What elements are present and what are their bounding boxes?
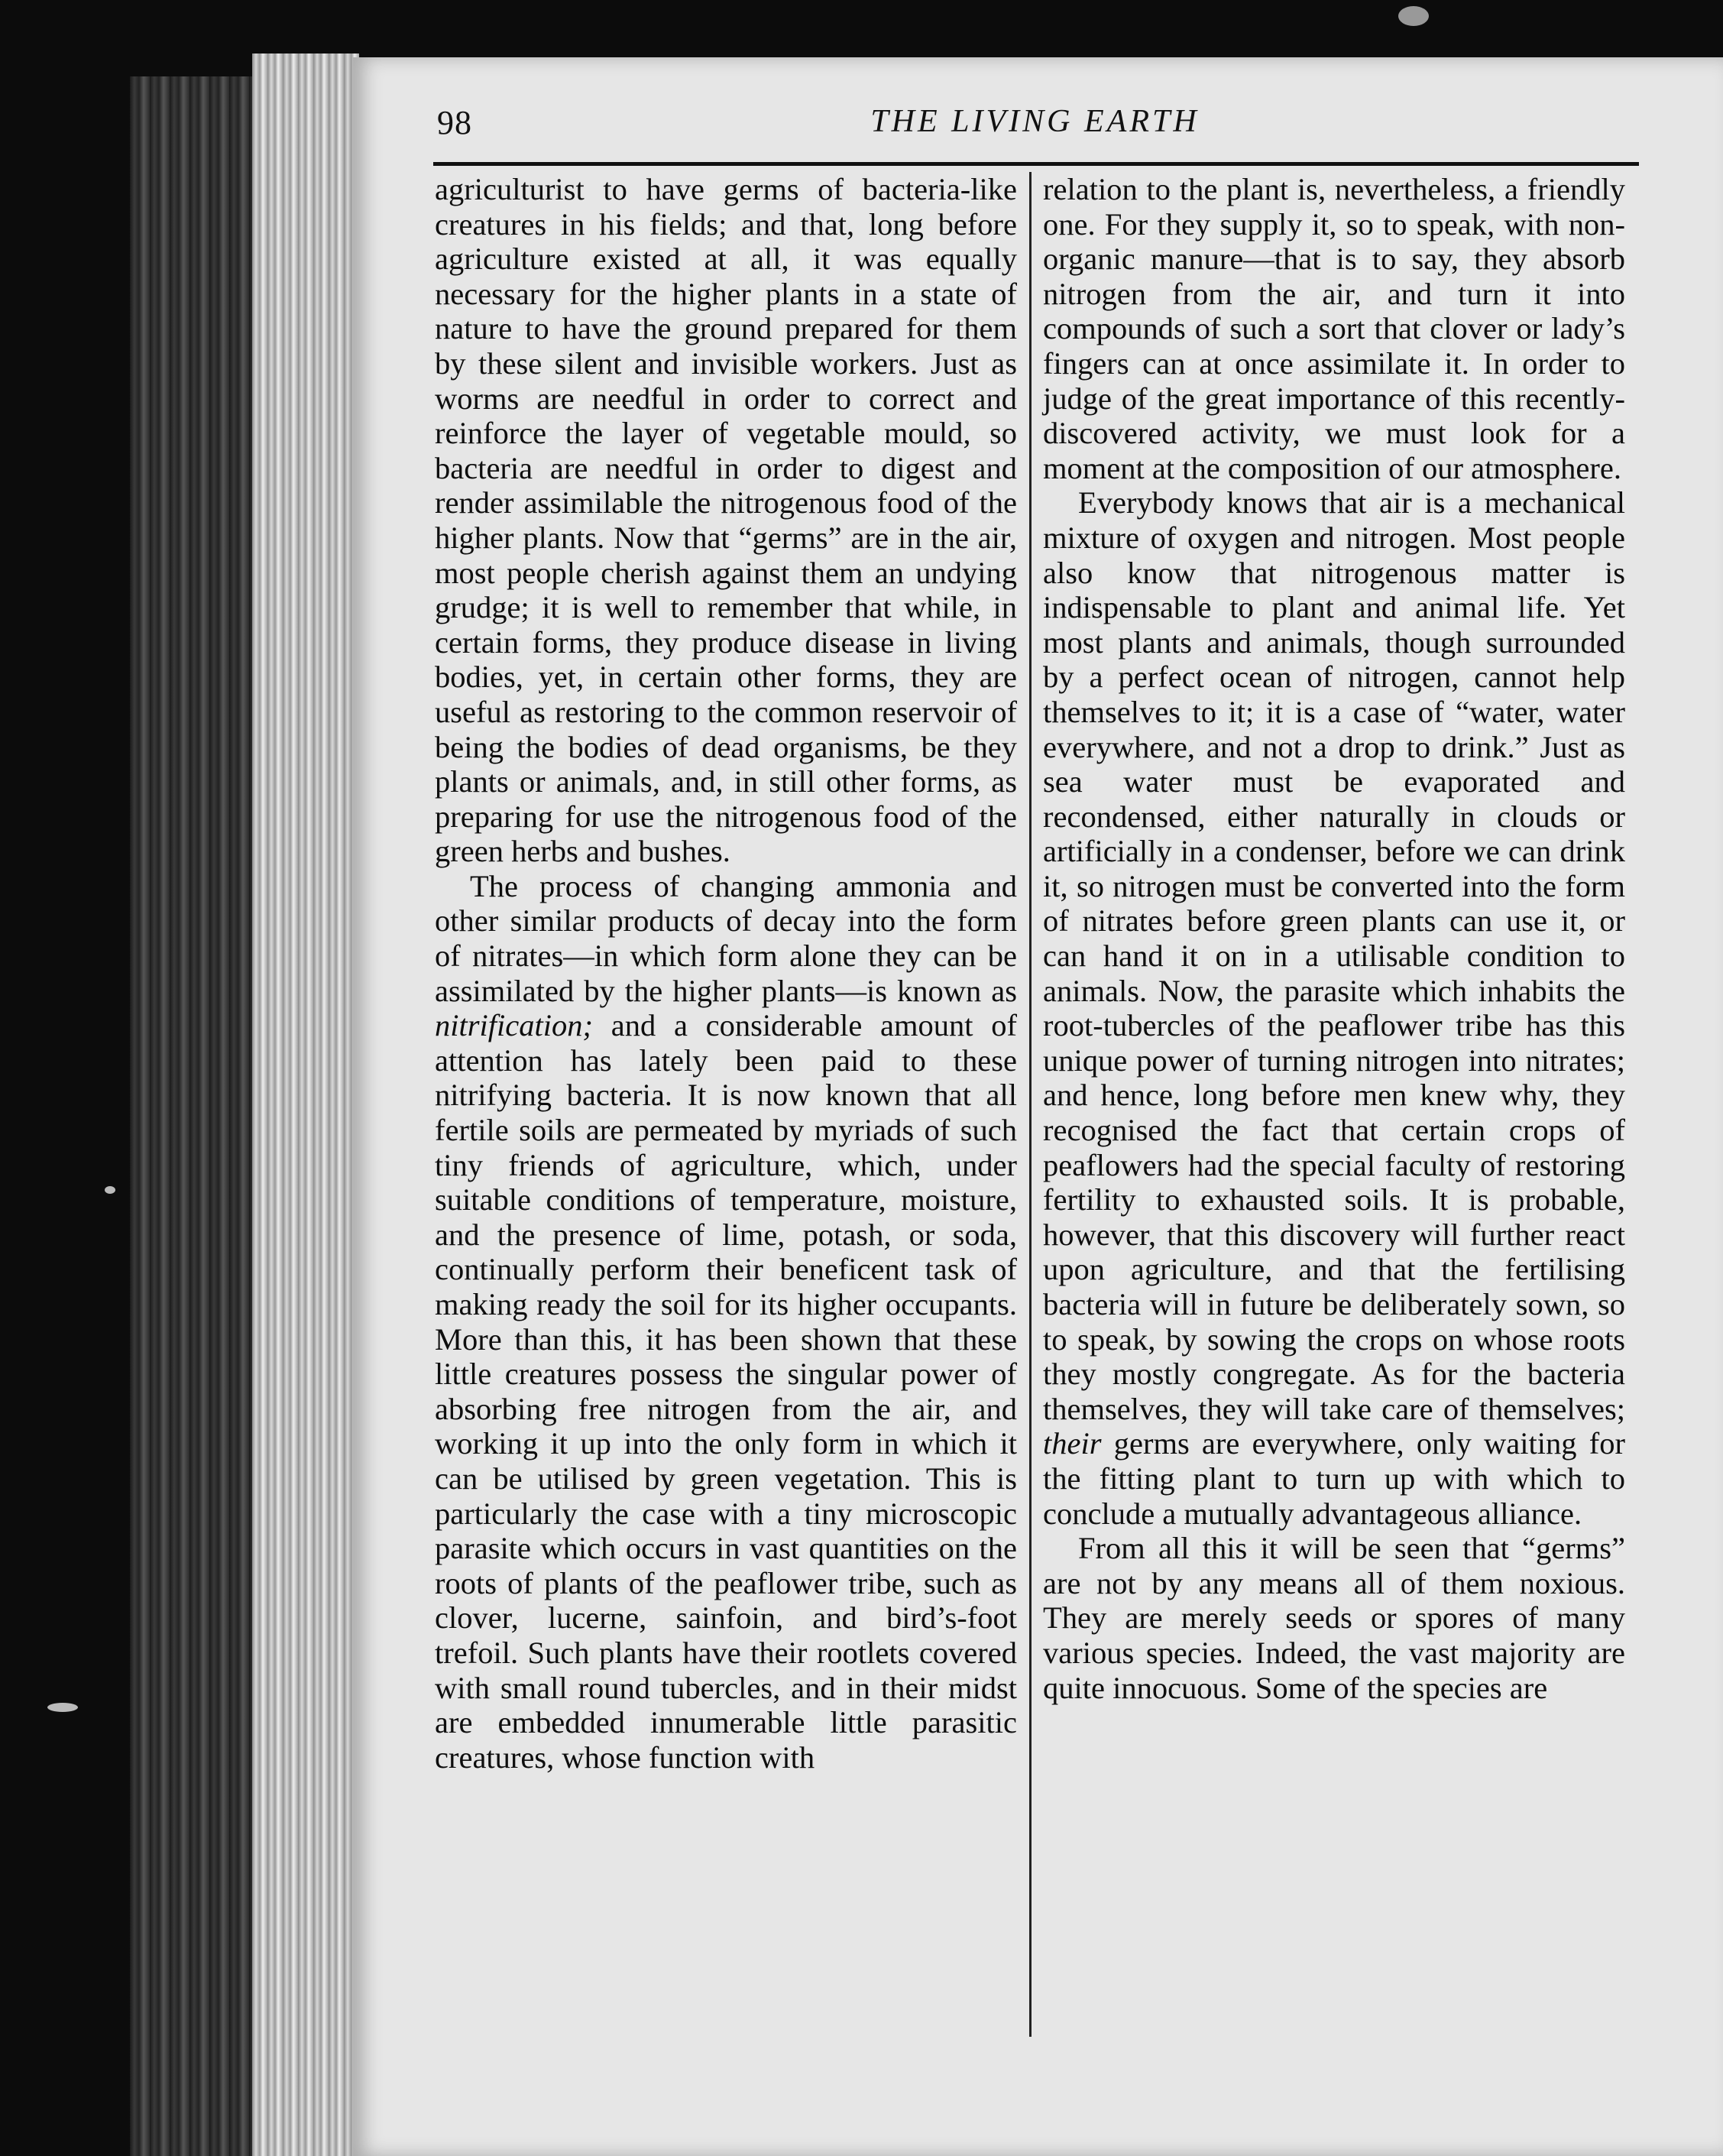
right-column xyxy=(1043,172,1625,1705)
right-paragraph-1: relation to the plant is, nevertheless, a friendly one. For they supply it, so to speak, with non-organic manure—that is to say, they absorb nitrogen from the air, and turn it into compounds of such a sort that clover or lady’s fingers can at once assimilate it. In order to judge of the great importance of this recently-discovered activity, we must look for a moment at the composition of our atmosphere. xyxy=(1043,172,1625,485)
book-page xyxy=(353,57,1723,2156)
right-paragraph-2-text: Everybody knows that air is a mechanical mixture of oxygen and nitrogen. Most people also know that nitrogenous matter is indispensable to plant and animal life. Yet most plants and animals, though surrounded by a perfect ocean of nitrogen, cannot help themselves to it; it is a case of “water, water everywhere, and not a drop to drink.” Just as sea water must be evaporated and recondensed, either naturally in clouds or artificially in a condenser, before we can drink it, so nitrogen must be converted into the form of nitrates before green plants can use it, or can hand it on in a utilisable condition to animals. Now, the parasite which inhabits the root-tubercles of the peaflower tribe has this unique power of turning nitrogen into nitrates; and hence, long before men knew why, they recognised the fact that certain crops of peaflowers had the special faculty of restoring fertility to exhausted soils. It is probable, however, that this discovery will further react upon agriculture, and that the fertilising bacteria will in future be deliberately sown, so to speak, by sowing the crops on whose roots they mostly congregate. As for the bacteria themselves, they will take care of themselves; xyxy=(1043,485,1625,1426)
page-edges xyxy=(252,53,359,2156)
scan-speck xyxy=(1398,6,1429,26)
page-header xyxy=(437,103,1633,164)
nitrification-term: nitrification; xyxy=(435,1008,593,1043)
left-paragraph-2-continued: and a considerable amount of attention has lately been paid to these nitrifying bacteria. It is now known that all fertile soils are permeated by myriads of such tiny friends of agriculture, which, under suitable conditions of temperature, moisture, and the presence of lime, potash, or soda, continually perform their beneficent task of making ready the soil for its higher occupants. More than this, it has been shown that these little creatures possess the singular power of absorbing free nitrogen from the air, and working it up into the only form in which it can be utilised by green vegetation. This is particularly the case with a tiny microscopic parasite which occurs in vast quantities on the roots of plants of the peaflower tribe, such as clover, lucerne, sainfoin, and bird’s-foot trefoil. Such plants have their rootlets covered with small round tubercles, and in their midst are embedded innumerable little parasitic creatures, whose function with xyxy=(435,1008,1017,1775)
header-rule xyxy=(433,162,1639,166)
right-paragraph-3: From all this it will be seen that “germs” are not by any means all of them noxious. They are merely seeds or spores of many various species. Indeed, the vast majority are quite innocuous. Some of the species are xyxy=(1043,1531,1625,1705)
column-divider xyxy=(1029,172,1032,2037)
left-paragraph-2-text: The process of changing ammonia and other similar products of decay into the form of nitrates—in which form alone they can be assimilated by the higher plants—is known as xyxy=(435,868,1017,1008)
their-emphasis: their xyxy=(1043,1426,1102,1461)
page-number: 98 xyxy=(437,104,472,141)
left-column xyxy=(435,172,1017,1775)
right-paragraph-2 xyxy=(1043,485,1625,1531)
running-title: THE LIVING EARTH xyxy=(870,104,1200,139)
right-paragraph-2-continued: germs are everywhere, only waiting for the fitting plant to turn up with which to conclude a mutually advantageous alliance. xyxy=(1043,1426,1625,1531)
scan-speck xyxy=(105,1186,115,1194)
scan-speck xyxy=(47,1703,78,1712)
left-paragraph-2 xyxy=(435,869,1017,1775)
left-paragraph-1: agriculturist to have germs of bacteria-like creatures in his fields; and that, long before agriculture existed at all, it was equally necessary for the higher plants in a state of nature to have the ground prepared for them by these silent and invisible workers. Just as worms are needful in order to correct and reinforce the layer of vegetable mould, so bacteria are needful in order to digest and render assimilable the nitrogenous food of the higher plants. Now that “germs” are in the air, most people cherish against them an undying grudge; it is well to remember that while, in certain forms, they produce disease in living bodies, yet, in certain other forms, they are useful as restoring to the common reservoir of being the bodies of dead organisms, be they plants or animals, and, in still other forms, as preparing for use the nitrogenous food of the green herbs and bushes. xyxy=(435,172,1017,869)
